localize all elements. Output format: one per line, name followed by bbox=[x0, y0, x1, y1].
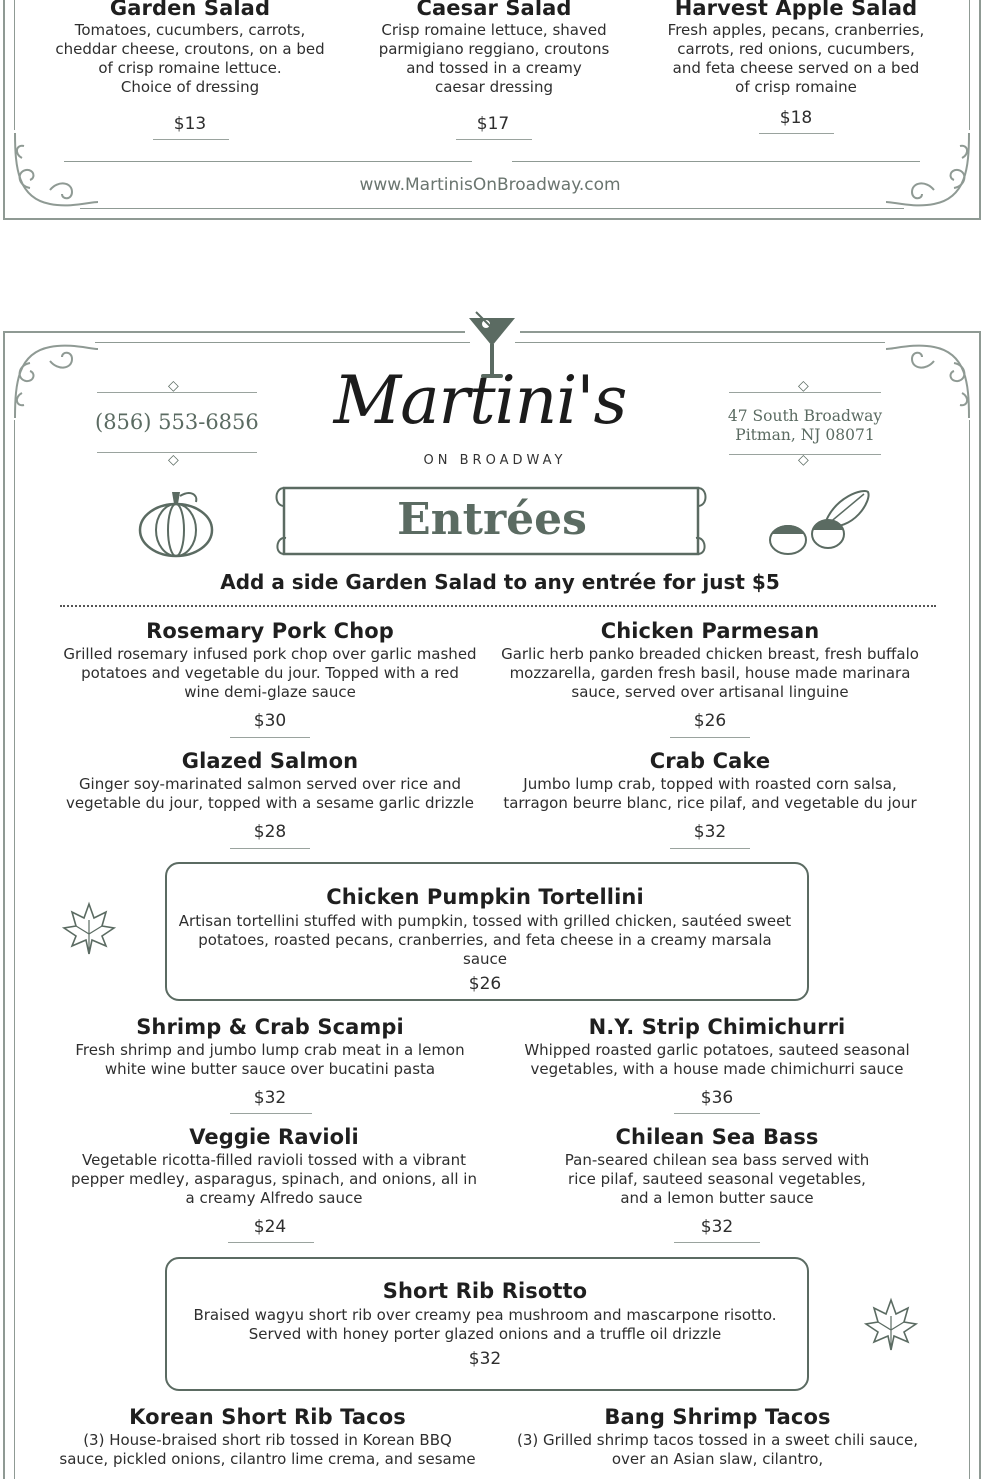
frame-inner-top-left bbox=[95, 342, 470, 343]
entree-item-parm bbox=[500, 619, 920, 702]
entree-name: Bang Shrimp Tacos bbox=[604, 1405, 831, 1429]
entree-price: $32 bbox=[468, 1349, 502, 1369]
price-underline bbox=[230, 848, 310, 849]
entree-name: Short Rib Risotto bbox=[382, 1279, 588, 1303]
salad-name: Caesar Salad bbox=[416, 0, 572, 20]
frame-border-left bbox=[3, 0, 5, 220]
entree-item-crab bbox=[500, 749, 920, 813]
frame-border-top-left bbox=[3, 331, 465, 333]
salad-price: $13 bbox=[173, 114, 207, 134]
maple-leaf-illustration bbox=[862, 1296, 920, 1354]
entree-price: $26 bbox=[468, 974, 502, 994]
address bbox=[725, 407, 885, 445]
entree-name: Chicken Parmesan bbox=[600, 619, 820, 643]
corner-flourish-bottom-left bbox=[10, 128, 100, 213]
phone-number[interactable]: (856) 553-6856 bbox=[95, 410, 259, 434]
entree-desc: Fresh shrimp and jumbo lump crab meat in a lemon white wine butter sauce over bucatini pasta bbox=[75, 1041, 465, 1078]
salad-price: $17 bbox=[476, 114, 510, 134]
ornament-icon: ◇ bbox=[168, 452, 179, 468]
entree-item-salmon bbox=[60, 749, 480, 813]
entree-item-strip bbox=[507, 1015, 927, 1079]
price-underline bbox=[230, 737, 310, 738]
entree-item-risotto bbox=[175, 1279, 795, 1369]
salad-desc: Tomatoes, cucumbers, carrots, cheddar cheese, croutons, on a bed of crisp romaine lettuce. Choice of dressing bbox=[55, 21, 325, 96]
entree-desc: Jumbo lump crab, topped with roasted corn salsa, tarragon beurre blanc, rice pilaf, and vegetable du jour bbox=[503, 775, 917, 812]
entree-item-tortellini bbox=[175, 885, 795, 994]
entree-item-bang bbox=[505, 1405, 930, 1469]
price-underline bbox=[670, 737, 750, 738]
frame-border-right bbox=[979, 0, 981, 220]
entree-desc: Vegetable ricotta-filled ravioli tossed with a vibrant pepper medley, asparagus, spinach, and onions, all in a creamy Alfredo sauce bbox=[71, 1151, 477, 1207]
entree-price: $32 bbox=[693, 822, 727, 842]
ornament-icon: ◇ bbox=[798, 452, 809, 468]
frame-border-top-right bbox=[520, 331, 981, 333]
price-underline bbox=[153, 139, 229, 140]
frame-inner-left bbox=[14, 0, 15, 130]
tagline: Add a side Garden Salad to any entrée for just $5 bbox=[220, 570, 780, 594]
acorn-illustration bbox=[764, 486, 874, 558]
entree-desc: Garlic herb panko breaded chicken breast, fresh buffalo mozzarella, garden fresh basil, house made marinara sauce, served over artisanal linguine bbox=[501, 645, 919, 701]
salad-price: $18 bbox=[779, 108, 813, 128]
entree-name: Korean Short Rib Tacos bbox=[129, 1405, 406, 1429]
entree-name: N.Y. Strip Chimichurri bbox=[588, 1015, 846, 1039]
maple-leaf-illustration bbox=[60, 900, 118, 958]
entree-item-scampi bbox=[60, 1015, 480, 1079]
entree-desc: Artisan tortellini stuffed with pumpkin, tossed with grilled chicken, sautéed sweet potatoes, roasted pecans, cranberries, and feta cheese in a creamy marsala sauce bbox=[178, 912, 792, 968]
salad-desc: Crisp romaine lettuce, shaved parmigiano reggiano, croutons and tossed in a creamy caesar dressing bbox=[378, 21, 610, 96]
entree-item-seabass bbox=[507, 1125, 927, 1208]
entree-desc: Ginger soy-marinated salmon served over rice and vegetable du jour, topped with a sesame garlic drizzle bbox=[65, 775, 475, 812]
entree-name: Chicken Pumpkin Tortellini bbox=[326, 885, 644, 909]
entree-name: Glazed Salmon bbox=[181, 749, 359, 773]
entree-name: Veggie Ravioli bbox=[189, 1125, 359, 1149]
entree-name: Shrimp & Crab Scampi bbox=[136, 1015, 404, 1039]
price-underline bbox=[456, 139, 532, 140]
brand-logo-subtitle: ON BROADWAY bbox=[423, 453, 567, 468]
salad-item-garden bbox=[45, 0, 335, 97]
price-underline bbox=[230, 1113, 312, 1114]
salad-name: Harvest Apple Salad bbox=[674, 0, 918, 20]
ornament-icon: ◇ bbox=[168, 378, 179, 394]
corner-flourish-bottom-right bbox=[884, 128, 974, 213]
ornament-icon: ◇ bbox=[798, 378, 809, 394]
salad-desc: Fresh apples, pecans, cranberries, carrots, red onions, cucumbers, and feta cheese served on a bed of crisp romaine bbox=[667, 21, 925, 96]
entree-name: Crab Cake bbox=[649, 749, 771, 773]
entree-price: $30 bbox=[253, 711, 287, 731]
frame-inner-right bbox=[969, 420, 970, 1479]
entree-desc: (3) Grilled shrimp tacos tossed in a sweet chili sauce, over an Asian slaw, cilantro, bbox=[516, 1431, 919, 1468]
entree-desc: Braised wagyu short rib over creamy pea mushroom and mascarpone risotto. Served with honey porter glazed onions and a truffle oil drizzle bbox=[193, 1306, 777, 1343]
frame-inner-left bbox=[14, 420, 15, 1479]
entree-name: Chilean Sea Bass bbox=[615, 1125, 819, 1149]
frame-inner-right bbox=[969, 0, 970, 130]
pumpkin-illustration bbox=[136, 488, 216, 558]
frame-border-bottom bbox=[3, 218, 981, 220]
divider-left bbox=[64, 161, 472, 162]
entree-price: $28 bbox=[253, 822, 287, 842]
dotted-divider bbox=[60, 605, 936, 607]
frame-inner-bottom bbox=[80, 208, 904, 209]
entree-price: $26 bbox=[693, 711, 727, 731]
corner-flourish-top-left bbox=[10, 338, 100, 423]
section-title: Entrées bbox=[397, 494, 587, 545]
salad-item-harvest bbox=[650, 0, 942, 97]
corner-flourish-top-right bbox=[884, 338, 974, 423]
website-link[interactable]: www.MartinisOnBroadway.com bbox=[359, 175, 621, 195]
divider-right bbox=[512, 161, 920, 162]
entree-price: $32 bbox=[700, 1217, 734, 1237]
price-underline bbox=[670, 848, 750, 849]
entree-desc: Whipped roasted garlic potatoes, sauteed seasonal vegetables, with a house made chimichurri sauce bbox=[524, 1041, 910, 1078]
salad-item-caesar bbox=[349, 0, 639, 97]
entree-item-korean bbox=[55, 1405, 480, 1469]
price-underline bbox=[228, 1242, 314, 1243]
entree-price: $24 bbox=[253, 1217, 287, 1237]
address-line1: 47 South Broadway bbox=[727, 407, 883, 425]
address-line2: Pitman, NJ 08071 bbox=[735, 426, 875, 444]
entree-desc: Grilled rosemary infused pork chop over garlic mashed potatoes and vegetable du jour. Topped with a red wine demi-glaze sauce bbox=[63, 645, 477, 701]
frame-border-left bbox=[3, 331, 5, 1479]
price-underline bbox=[674, 1242, 760, 1243]
entree-item-ravioli bbox=[60, 1125, 488, 1208]
entree-name: Rosemary Pork Chop bbox=[146, 619, 394, 643]
salad-name: Garden Salad bbox=[109, 0, 271, 20]
price-underline bbox=[759, 133, 834, 134]
entree-desc: Pan-seared chilean sea bass served with rice pilaf, sauteed seasonal vegetables, and a lemon butter sauce bbox=[564, 1151, 870, 1207]
price-underline bbox=[674, 1113, 760, 1114]
frame-border-right bbox=[979, 331, 981, 1479]
entree-item-pork bbox=[60, 619, 480, 702]
brand-logo: Martini's bbox=[333, 362, 627, 439]
entree-desc: (3) House-braised short rib tossed in Korean BBQ sauce, pickled onions, cilantro lime crema, and sesame bbox=[59, 1431, 476, 1468]
frame-inner-top-right bbox=[515, 342, 885, 343]
entree-price: $32 bbox=[253, 1088, 287, 1108]
entree-price: $36 bbox=[700, 1088, 734, 1108]
